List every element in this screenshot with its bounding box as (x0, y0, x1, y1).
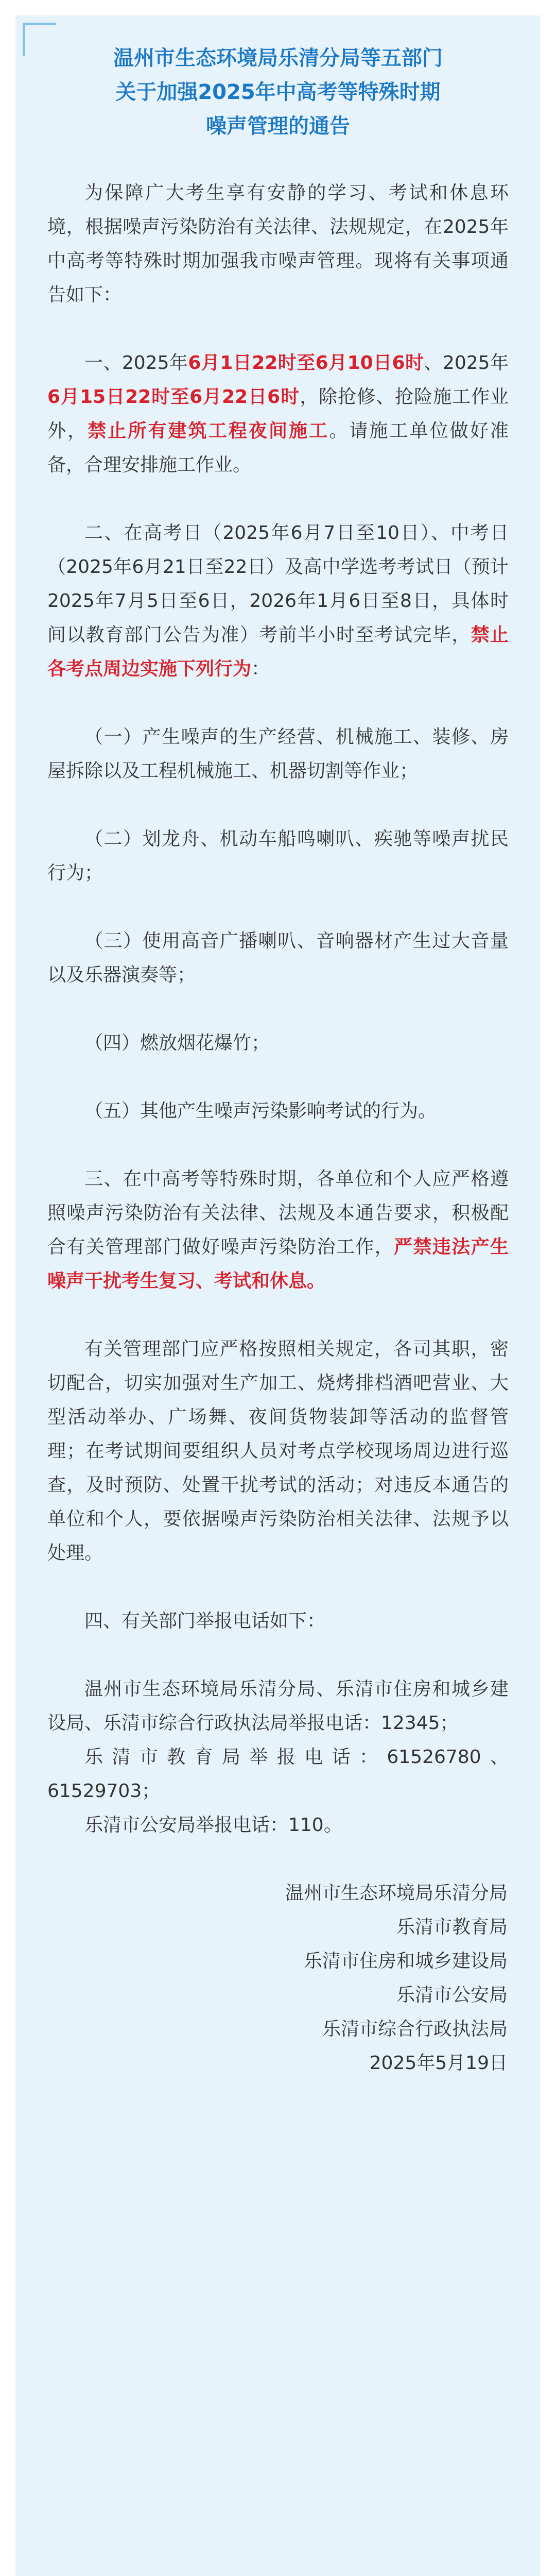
notice-card (15, 15, 541, 2576)
title-line-1: 温州市生态环境局乐清分局等五部门 (113, 46, 443, 70)
s1-highlight-date-1: 6月1日22时至6月10日6时 (188, 352, 424, 374)
s1-text-3: ，除抢修、抢险施工作业外， (47, 386, 509, 442)
s1-text-1: 一、2025年 (84, 352, 188, 374)
s3-text-1: 三、在中高考等特殊时期，各单位和个人应严格遵照噪声污染防治有关法律、法规及本通告要求，积极配合有关管理部门做好噪声污染防治工作， (47, 1168, 509, 1258)
section-4-title: 四、有关部门举报电话如下： (84, 1611, 326, 1632)
signature-date: 2025年5月19日 (369, 2053, 508, 2074)
signature-line: 乐清市教育局 (396, 1917, 508, 1938)
s2-text-1: 二、在高考日（2025年6月7日至10日）、中考日（2025年6月21日至22日）及高中学选考考试日（预计2025年7月5日至6日，2026年1月6日至8日，具体时间以教育部门公告为准）考前半小时至考试完毕， (47, 522, 509, 646)
title-line-3: 噪声管理的通告 (206, 114, 350, 138)
s3-highlight: 严禁违法产生噪声干扰考生复习、考试和休息。 (47, 1236, 509, 1292)
section-2-paragraph (47, 516, 509, 686)
s1-text-2: 、2025年 (424, 352, 509, 374)
list-item: （五）其他产生噪声污染影响考试的行为。 (84, 1100, 437, 1122)
signature-line: 乐清市住房和城乡建设局 (303, 1951, 508, 1972)
s1-highlight-date-2: 6月15日22时至6月22日6时 (47, 386, 300, 408)
s1-highlight-ban: 禁止所有建筑工程夜间施工 (88, 420, 329, 442)
corner-decoration-top-left (23, 23, 56, 56)
s2-text-2: ： (251, 658, 270, 680)
title-line-2: 关于加强2025年中高考等特殊时期 (115, 80, 441, 104)
hotline-item: 乐清市教育局举报电话：61526780、61529703； (47, 1747, 509, 1802)
list-item: （三）使用高音广播喇叭、音响器材产生过大音量以及乐器演奏等； (47, 930, 509, 986)
s1-text-4: 。请施工单位做好准备，合理安排施工作业。 (47, 420, 509, 476)
hotline-item: 乐清市公安局举报电话：110。 (84, 1815, 342, 1836)
hotline-item: 温州市生态环境局乐清分局、乐清市住房和城乡建设局、乐清市综合行政执法局举报电话：12345； (47, 1679, 509, 1734)
list-item: （二）划龙舟、机动车船鸣喇叭、疾驰等噪声扰民行为； (47, 828, 509, 884)
intro-paragraph: 为保障广大考生享有安静的学习、考试和休息环境，根据噪声污染防治有关法律、法规规定，在2025年中高考等特殊时期加强我市噪声管理。现将有关事项通告如下： (47, 182, 509, 306)
list-item: （一）产生噪声的生产经营、机械施工、装修、房屋拆除以及工程机械施工、机器切割等作业； (47, 726, 509, 782)
notice-title (47, 41, 509, 143)
signature-block (47, 1876, 509, 2080)
signature-line: 乐清市公安局 (396, 1985, 508, 2006)
s2-highlight: 禁止各考点周边实施下列行为 (47, 624, 509, 680)
section-1-paragraph (47, 346, 509, 482)
section-3-paragraph (47, 1162, 509, 1298)
departments-paragraph: 有关管理部门应严格按照相关规定，各司其职，密切配合，切实加强对生产加工、烧烤排档酒吧营业、大型活动举办、广场舞、夜间货物装卸等活动的监督管理；在考试期间要组织人员对考点学校现场周边进行巡查，及时预防、处置干扰考试的活动；对违反本通告的单位和个人，要依据噪声污染防治相关法律、法规予以处理。 (47, 1338, 509, 1564)
signature-line: 温州市生态环境局乐清分局 (285, 1883, 508, 1904)
list-item: （四）燃放烟花爆竹； (84, 1032, 270, 1054)
signature-line: 乐清市综合行政执法局 (322, 2019, 508, 2040)
